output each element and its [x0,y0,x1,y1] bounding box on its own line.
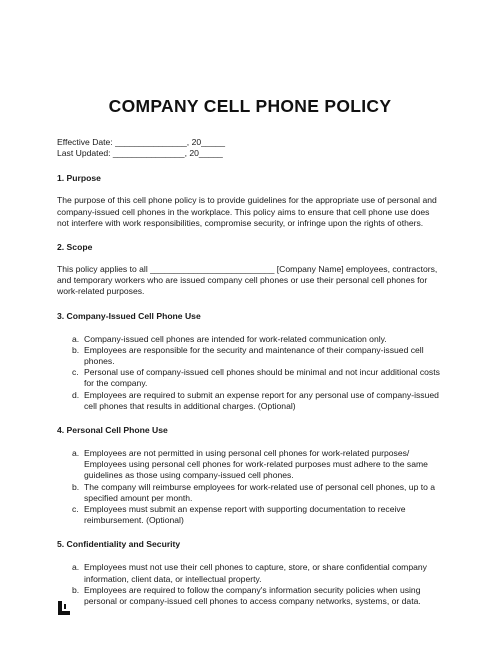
list-marker: c. [72,504,79,515]
section-paragraph: This policy applies to all __________________________ [Company Name] employees, contractors, and temporary workers who are issued company cell phones or use their personal cell phones for work-related purposes. [57,264,438,297]
legal-templates-logo-icon [57,601,71,615]
section-heading: 4. Personal Cell Phone Use [57,425,168,436]
policy-list [57,334,443,412]
list-marker: c. [72,367,79,378]
section-company-issued-use [57,311,443,412]
section-heading: 3. Company-Issued Cell Phone Use [57,310,201,321]
list-marker: d. [72,389,80,400]
list-item-text: Employees are not permitted in using personal cell phones for work-related purposes/ Employees using personal cell phones for work-related purposes must adhere to the same guidelines as those using company-issued cell phones. [84,448,428,481]
list-item [57,390,443,412]
list-item-text: Employees must not use their cell phones to capture, store, or share confidential company information, client data, or intellectual property. [84,562,427,584]
list-marker: b. [72,584,80,595]
list-item [57,345,443,367]
document-title: COMPANY CELL PHONE POLICY [108,96,392,116]
list-item-text: Company-issued cell phones are intended for work-related communication only. [84,333,387,344]
list-item [57,562,443,584]
list-marker: a. [72,562,80,573]
policy-list [57,448,443,526]
section-heading: 5. Confidentiality and Security [57,539,181,550]
list-item [57,448,443,482]
list-item-text: Employees are required to follow the company's information security policies when using personal or company-issued cell phones to access company networks, systems, or data. [84,584,421,607]
section-purpose [57,173,443,229]
list-item [57,334,443,345]
last-updated-line: Last Updated: _______________, 20_____ [57,148,223,159]
policy-list [57,562,443,607]
section-heading: 1. Purpose [57,173,101,184]
list-item [57,504,443,526]
list-item-text: Employees are responsible for the security and maintenance of their company-issued cell phones. [84,344,424,367]
list-marker: a. [72,333,80,344]
section-scope [57,242,443,298]
list-marker: a. [72,448,80,459]
list-marker: b. [72,481,80,492]
section-confidentiality-security [57,539,443,607]
list-item-text: Employees must submit an expense report with supporting documentation to receive reimbursement. (Optional) [84,504,406,526]
list-item [57,585,443,607]
section-personal-use [57,425,443,526]
section-paragraph: The purpose of this cell phone policy is to provide guidelines for the appropriate use of personal and company-issued cell phones in the workplace. This policy aims to ensure that cell phone use does not interfere with work responsibilities, compromise security, or infringe upon the rights of others. [57,195,437,228]
list-item-text: Personal use of company-issued cell phones should be minimal and not incur additional costs for the company. [84,367,440,389]
section-heading: 2. Scope [57,242,93,253]
list-item-text: The company will reimburse employees for work-related use of personal cell phones, up to a specified amount per month. [84,481,436,503]
list-item [57,482,443,504]
list-item-text: Employees are required to submit an expense report for any personal use of company-issued cell phones that results in additional charges. (Optional) [84,389,439,411]
list-marker: b. [72,344,80,355]
list-item [57,367,443,389]
document-dates [57,137,443,159]
effective-date-line: Effective Date: _______________, 20_____ [57,137,226,147]
